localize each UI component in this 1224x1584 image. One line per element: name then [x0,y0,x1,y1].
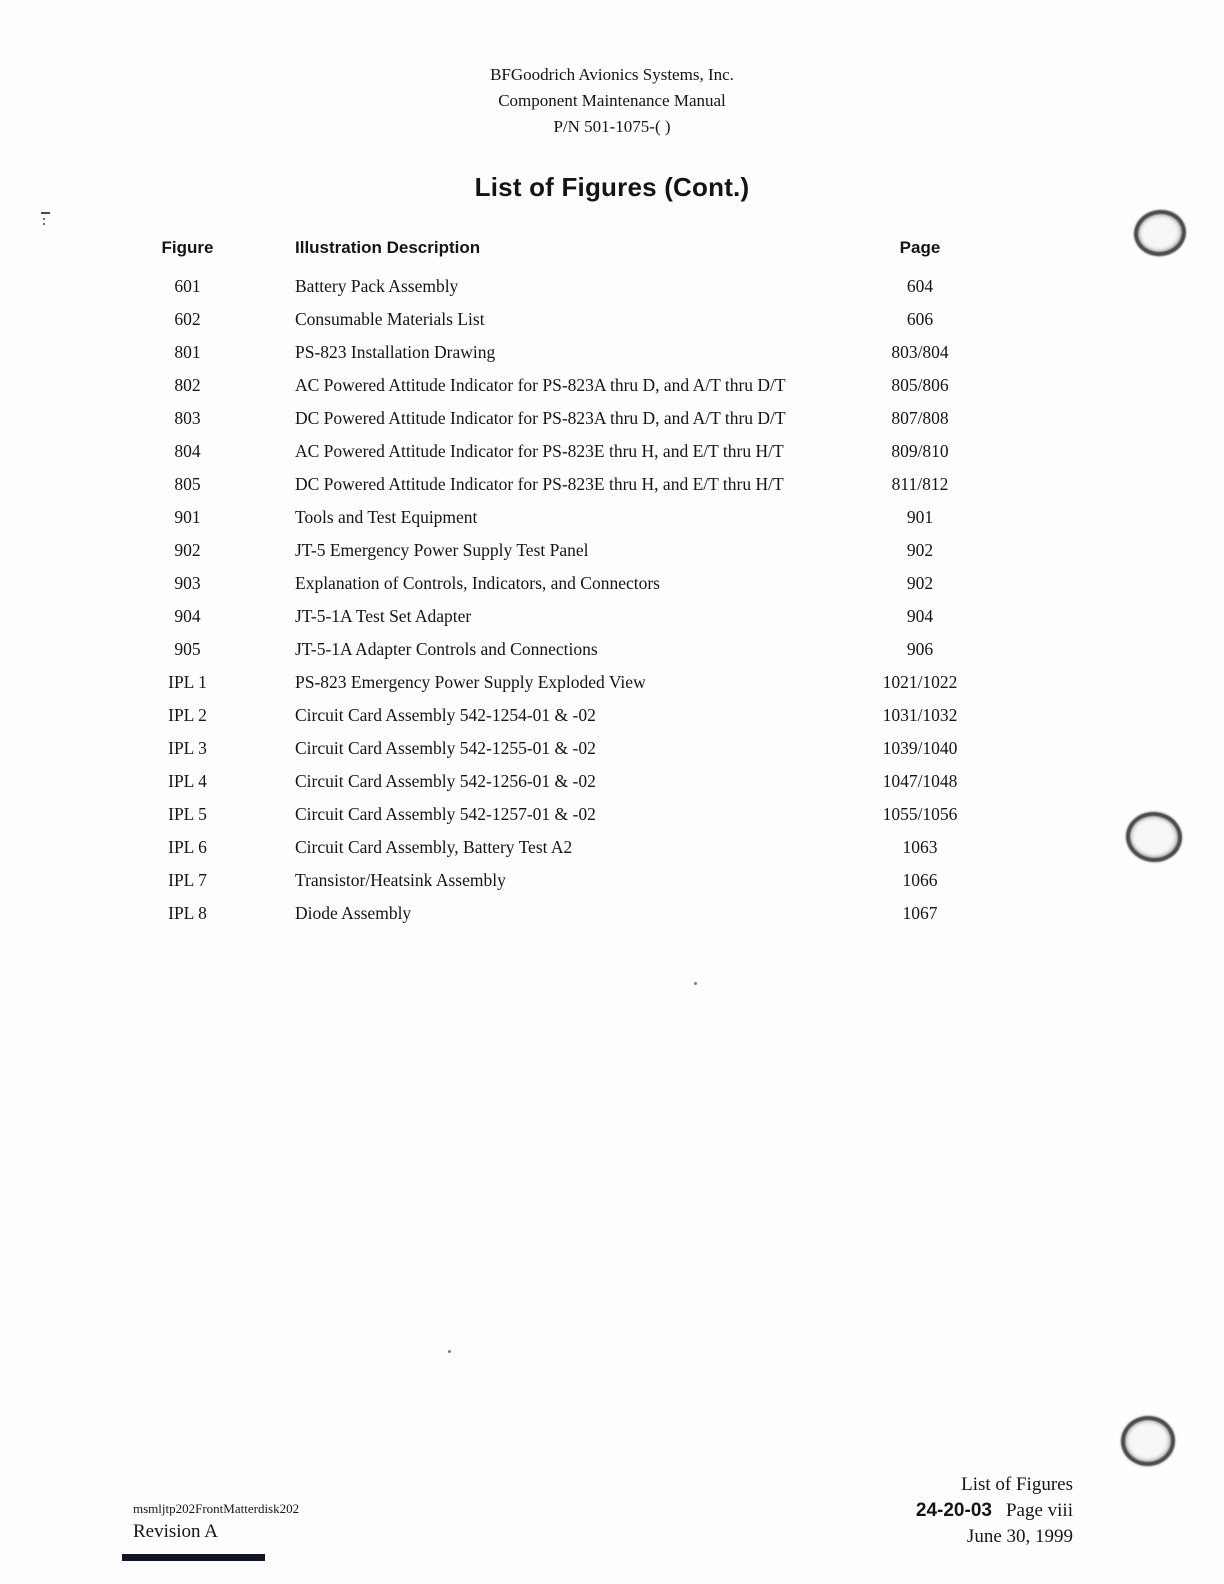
footer-doc-line [916,1498,1073,1524]
page-cell: 901 [906,507,934,527]
table-row [130,765,1015,798]
figure-cell: 602 [174,309,201,329]
table-row [130,864,1015,897]
page-cell: 807/808 [891,408,949,428]
description-cell: DC Powered Attitude Indicator for PS-823E thru H, and E/T thru H/T [295,474,784,494]
page-cell: 1067 [902,903,938,923]
figure-cell: IPL 8 [168,903,207,923]
page-cell: 606 [906,309,934,329]
description-cell: AC Powered Attitude Indicator for PS-823E thru H, and E/T thru H/T [295,441,784,461]
page-cell: 902 [906,573,934,593]
table-row [130,732,1015,765]
footer-date: June 30, 1999 [966,1526,1073,1547]
document-header [0,62,1224,140]
figure-cell: 802 [174,375,201,395]
column-header-figure: Figure [161,238,214,257]
figure-cell: 805 [174,474,201,494]
figure-cell: 601 [174,276,201,296]
figures-table-body [130,270,1015,930]
description-cell: Consumable Materials List [295,309,485,329]
description-cell: Circuit Card Assembly 542-1254-01 & -02 [295,705,596,725]
description-cell: Transistor/Heatsink Assembly [295,870,506,890]
footer-right-block [916,1472,1073,1550]
figure-cell: 904 [174,606,201,626]
company-name: BFGoodrich Avionics Systems, Inc. [490,65,734,84]
page-cell: 1066 [902,870,938,890]
figure-cell: IPL 6 [168,837,207,857]
scan-artifact-speck-2 [448,1350,451,1353]
table-row [130,666,1015,699]
page-cell: 1031/1032 [882,705,958,725]
page-cell: 811/812 [891,474,949,494]
column-header-page: Page [899,238,941,257]
figure-cell: 901 [174,507,201,527]
page-cell: 1047/1048 [882,771,958,791]
page-title: List of Figures (Cont.) [474,172,750,202]
table-row [130,369,1015,402]
description-cell: PS-823 Emergency Power Supply Exploded View [295,672,646,692]
figure-cell: IPL 5 [168,804,207,824]
description-cell: Circuit Card Assembly, Battery Test A2 [295,837,573,857]
page-cell: 1063 [902,837,938,857]
description-cell: Circuit Card Assembly 542-1257-01 & -02 [295,804,596,824]
figure-cell: IPL 4 [168,771,207,791]
page-cell: 902 [906,540,934,560]
scan-artifact-hole-punch-2 [1124,810,1184,865]
table-row [130,501,1015,534]
table-row [130,831,1015,864]
table-row [130,435,1015,468]
scan-artifact-speck-1 [694,982,697,985]
scan-artifact-hole-punch-1 [1131,207,1189,260]
figures-table-header [130,238,1015,270]
figure-cell: IPL 2 [168,705,207,725]
description-cell: AC Powered Attitude Indicator for PS-823A thru D, and A/T thru D/T [295,375,786,395]
page-cell: 906 [906,639,934,659]
description-cell: DC Powered Attitude Indicator for PS-823A thru D, and A/T thru D/T [295,408,786,428]
description-cell: Tools and Test Equipment [295,507,478,527]
table-row [130,897,1015,930]
description-cell: Circuit Card Assembly 542-1255-01 & -02 [295,738,596,758]
header-row [130,238,1015,270]
table-row [130,270,1015,303]
description-cell: Diode Assembly [295,903,412,923]
page-cell: 904 [906,606,934,626]
footer-section-title: List of Figures [961,1474,1073,1495]
scan-artifact-hole-punch-3 [1119,1414,1176,1468]
description-cell: JT-5-1A Adapter Controls and Connections [295,639,598,659]
table-row [130,534,1015,567]
description-cell: JT-5-1A Test Set Adapter [295,606,472,626]
footer-page-number: Page viii [1005,1500,1073,1521]
table-row [130,798,1015,831]
table-row [130,600,1015,633]
footer-doc-number: 24-20-03 [915,1500,992,1521]
table-row [130,402,1015,435]
page-cell: 1055/1056 [882,804,958,824]
figure-cell: IPL 1 [168,672,207,692]
figure-cell: 804 [174,441,201,461]
footer-bar-artifact [122,1554,265,1561]
manual-type: Component Maintenance Manual [498,91,726,110]
table-row [130,336,1015,369]
table-row [130,468,1015,501]
figures-table [130,238,1015,930]
column-header-description: Illustration Description [295,238,481,257]
figure-cell: 902 [174,540,201,560]
scan-artifact-colon [43,218,45,220]
figure-cell: 903 [174,573,201,593]
table-row [130,567,1015,600]
description-cell: Circuit Card Assembly 542-1256-01 & -02 [295,771,596,791]
table-row [130,303,1015,336]
description-cell: PS-823 Installation Drawing [295,342,496,362]
table-row [130,633,1015,666]
page-cell: 809/810 [891,441,949,461]
figure-cell: IPL 3 [168,738,207,758]
description-cell: JT-5 Emergency Power Supply Test Panel [295,540,589,560]
page-cell: 1021/1022 [882,672,958,692]
description-cell: Battery Pack Assembly [295,276,459,296]
figure-cell: 905 [174,639,201,659]
footer-revision: Revision A [133,1521,218,1542]
figure-cell: 803 [174,408,201,428]
page-cell: 805/806 [891,375,949,395]
scan-artifact-dash [41,212,50,214]
page-cell: 803/804 [891,342,949,362]
part-number: P/N 501-1075-( ) [553,117,671,136]
figure-cell: 801 [174,342,201,362]
table-row [130,699,1015,732]
page-cell: 1039/1040 [882,738,958,758]
footer-file-reference: msmljtp202FrontMatterdisk202 [133,1501,300,1516]
page-cell: 604 [906,276,934,296]
description-cell: Explanation of Controls, Indicators, and Connectors [295,573,660,593]
figure-cell: IPL 7 [168,870,207,890]
